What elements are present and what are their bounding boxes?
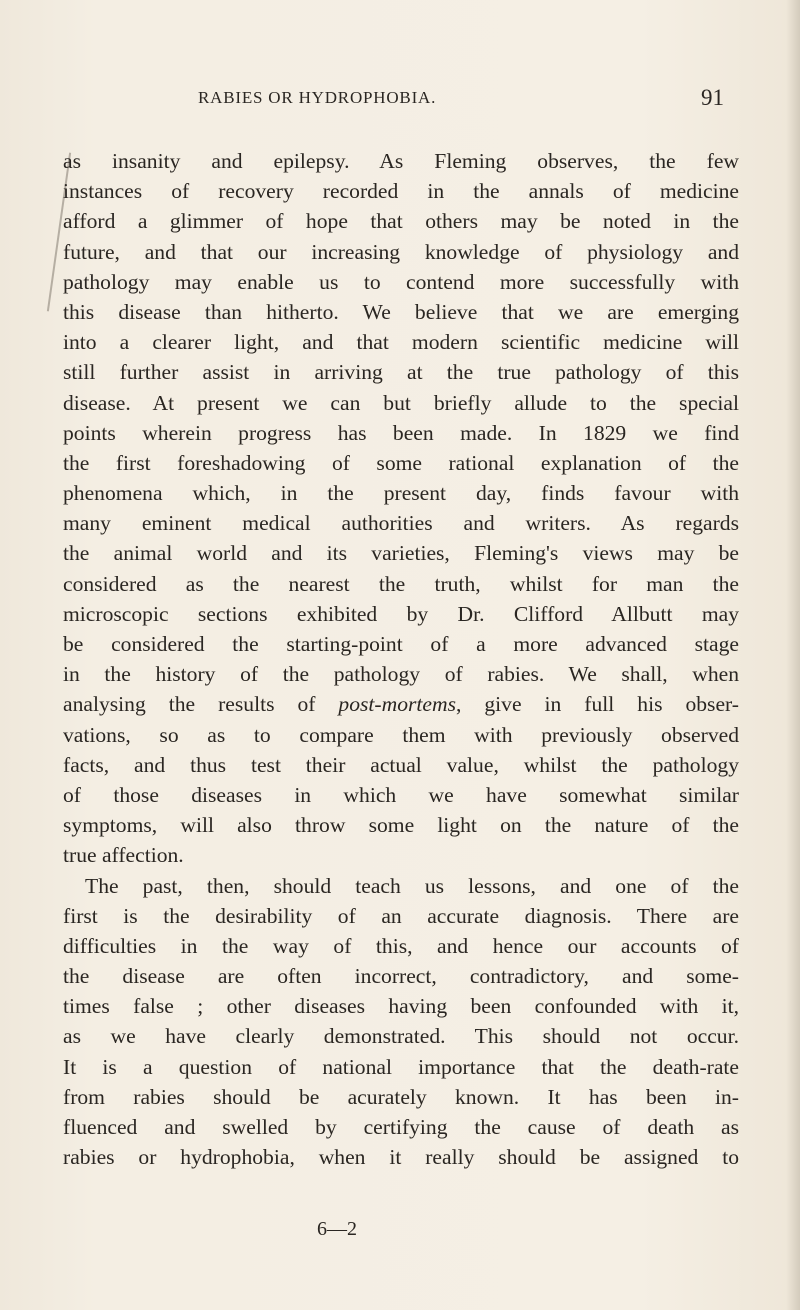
text-line: symptoms, will also throw some light on the nature of the [63, 813, 739, 838]
body-text [63, 146, 739, 1172]
text-line: rabies or hydrophobia, when it really should be assigned to [63, 1145, 739, 1170]
text-line: fluenced and swelled by certifying the cause of death as [63, 1115, 739, 1139]
text-line: of those diseases in which we have somewhat similar [63, 782, 739, 807]
running-title: RABIES OR HYDROPHOBIA. [198, 88, 437, 107]
signature-mark: 6—2 [317, 1218, 357, 1240]
paragraph-end-line: true affection. [63, 843, 184, 868]
text-line: as we have clearly demonstrated. This should not occur. [63, 1024, 739, 1049]
text-line: difficulties in the way of this, and hence our accounts of [63, 933, 739, 958]
text-line: facts, and thus test their actual value, whilst the pathology [63, 752, 739, 777]
text-line: future, and that our increasing knowledge of physiology and [63, 239, 739, 264]
text-line: many eminent medical authorities and writers. As regards [63, 511, 739, 536]
text-line: the disease are often incorrect, contradictory, and some- [63, 964, 739, 989]
text-line: times false ; other diseases having been confounded with it, [63, 994, 739, 1019]
text-line: first is the desirability of an accurate diagnosis. There are [63, 903, 739, 928]
text-line: microscopic sections exhibited by Dr. Clifford Allbutt may [63, 601, 739, 626]
page-header [198, 85, 738, 118]
text-line: into a clearer light, and that modern scientific medicine will [63, 330, 739, 355]
text-line: It is a question of national importance that the death-rate [63, 1054, 739, 1079]
text-line: points wherein progress has been made. In 1829 we find [63, 420, 739, 445]
page-number: 91 [701, 85, 724, 110]
text-line: instances of recovery recorded in the annals of medicine [63, 179, 739, 204]
text-line: from rabies should be acurately known. It has been in- [63, 1084, 739, 1109]
text-line: afford a glimmer of hope that others may be noted in the [63, 209, 739, 234]
text-line: in the history of the pathology of rabies. We shall, when [63, 662, 739, 687]
text-line: phenomena which, in the present day, finds favour with [63, 481, 739, 506]
text-line: as insanity and epilepsy. As Fleming observes, the few [63, 149, 739, 173]
text-line: be considered the starting-point of a more advanced stage [63, 632, 739, 656]
page-edge-shadow [786, 0, 800, 1310]
text-line: the first foreshadowing of some rational explanation of the [63, 450, 739, 475]
text-line: pathology may enable us to contend more successfully with [63, 269, 739, 294]
text-line: analysing the results of post-mortems, give in full his obser- [63, 692, 739, 717]
text-line: considered as the nearest the truth, whilst for man the [63, 571, 739, 596]
text-line: still further assist in arriving at the true pathology of this [63, 360, 739, 385]
text-line: vations, so as to compare them with previously observed [63, 722, 739, 747]
text-line: this disease than hitherto. We believe that we are emerging [63, 299, 739, 324]
paragraph-start-line: The past, then, should teach us lessons, and one of the [85, 873, 739, 898]
text-line: the animal world and its varieties, Fleming's views may be [63, 541, 739, 566]
italic-term: post-mortems [338, 692, 456, 717]
text-line: disease. At present we can but briefly allude to the special [63, 390, 739, 415]
